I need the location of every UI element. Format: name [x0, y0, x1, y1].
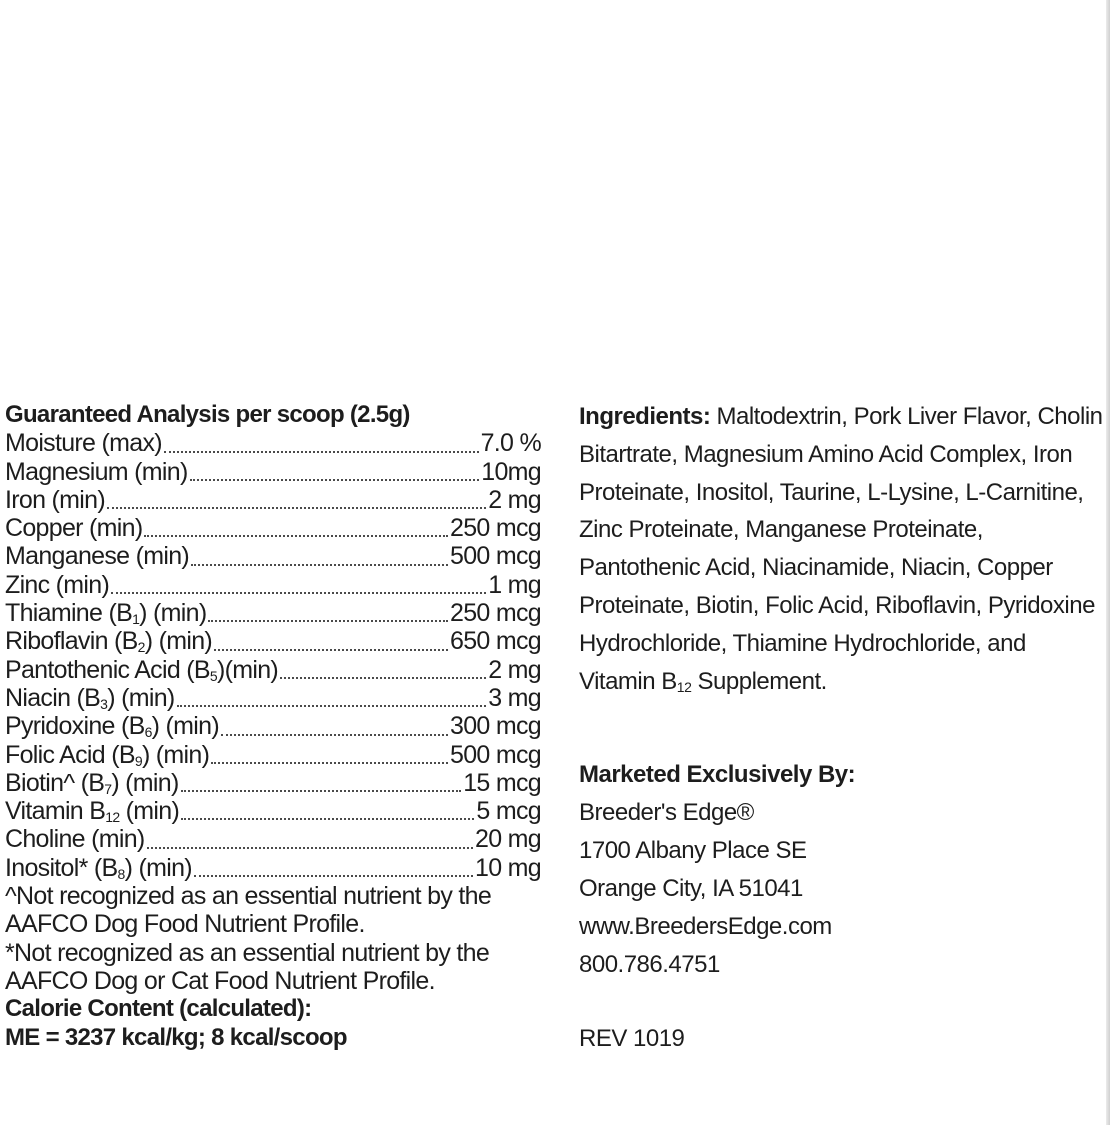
nutrient-value: 250 mcg: [450, 514, 541, 543]
nutrient-row: [5, 571, 541, 599]
nutrient-value: 500 mcg: [450, 740, 541, 769]
nutrient-value: 650 mcg: [450, 627, 541, 656]
dot-leader: [208, 596, 448, 622]
nutrient-name: Iron (min): [5, 485, 105, 514]
footnote-line: *Not recognized as an essential nutrient by the: [5, 938, 490, 967]
ingredients-panel: [579, 398, 1110, 700]
dot-leader: [221, 710, 448, 736]
nutrient-value: 2 mg: [488, 655, 541, 684]
dot-leader: [211, 738, 448, 764]
nutrient-value: 5 mcg: [476, 797, 541, 826]
phone-text: 800.786.4751: [579, 951, 720, 978]
nutrient-name: Manganese (min): [5, 542, 190, 571]
nutrient-name: Moisture (max): [5, 429, 162, 458]
nutrient-value: 3 mg: [488, 683, 541, 712]
dot-leader: [214, 625, 448, 651]
nutrient-value: 1 mg: [488, 570, 541, 599]
nutrient-row: [5, 429, 541, 457]
nutrient-row: [5, 458, 541, 486]
nutrient-value: 20 mg: [475, 825, 541, 854]
guaranteed-analysis-title: Guaranteed Analysis per scoop (2.5g): [5, 401, 410, 428]
nutrient-row: [5, 712, 541, 740]
nutrient-list: [5, 429, 541, 882]
ingredients-label: Ingredients:: [579, 403, 711, 430]
ingredients-text: Supplement.: [691, 667, 827, 695]
dot-leader: [111, 568, 486, 594]
ingredients-text: Maltodextrin, Pork Liver Flavor, Cholin: [710, 403, 1103, 430]
revision-code: REV 1019: [579, 1025, 685, 1052]
nutrient-value: 10mg: [481, 457, 541, 486]
ingredients-line: Proteinate, Inositol, Taurine, L-Lysine, L-Carnitine,: [579, 478, 1084, 506]
nutrient-value: 2 mg: [488, 485, 541, 514]
nutrient-name: Inositol* $(B_8)$ (min): [5, 853, 192, 882]
dot-leader: [194, 851, 473, 877]
nutrient-row: [5, 486, 541, 514]
guaranteed-analysis-panel: [5, 401, 541, 1052]
nutrient-row: [5, 542, 541, 570]
footnote-line: AAFCO Dog or Cat Food Nutrient Profile.: [5, 966, 435, 995]
dot-leader: [147, 823, 473, 849]
nutrient-row: [5, 854, 541, 882]
nutrient-row: [5, 825, 541, 853]
nutrient-name: Vitamin $B_{12}$ (min): [5, 797, 180, 826]
nutrient-value: 7.0 %: [480, 429, 541, 458]
company-name: Breeder's Edge®: [579, 799, 754, 826]
ingredients-line: Zinc Proteinate, Manganese Proteinate,: [579, 516, 983, 544]
nutrient-row: [5, 599, 541, 627]
dot-leader: [181, 794, 474, 820]
nutrient-value: 15 mcg: [463, 768, 541, 797]
ingredients-line: Pantothenic Acid, Niacinamide, Niacin, Copper: [579, 554, 1053, 582]
ingredients-line: Bitartrate, Magnesium Amino Acid Complex, Iron: [579, 440, 1073, 468]
dot-leader: [280, 653, 486, 679]
ingredients-text: Vitamin B: [579, 667, 677, 695]
ingredients-line: Proteinate, Biotin, Folic Acid, Riboflavin, Pyridoxine: [579, 591, 1095, 619]
nutrient-value: 300 mcg: [450, 712, 541, 741]
address-line-1: 1700 Albany Place SE: [579, 837, 807, 864]
marketed-by-header: Marketed Exclusively By:: [579, 761, 856, 788]
dot-leader: [191, 540, 448, 566]
website-text: www.BreedersEdge.com: [579, 913, 832, 940]
calorie-content-value: ME = 3237 kcal/kg; 8 kcal/scoop: [5, 1023, 347, 1051]
footnote-line: ^Not recognized as an essential nutrient by the: [5, 882, 492, 911]
nutrient-name: Folic Acid $(B_9)$ (min): [5, 740, 210, 769]
nutrient-row: [5, 741, 541, 769]
nutrient-name: Choline (min): [5, 825, 145, 854]
nutrient-value: 250 mcg: [450, 599, 541, 628]
nutrient-name: Pyridoxine $(B_6)$ (min): [5, 712, 219, 741]
ingredients-line: [579, 663, 1110, 701]
nutrient-row: [5, 684, 541, 712]
nutrient-row: [5, 627, 541, 655]
nutrient-name: Pantothenic Acid $(B_5)(\min)$: [5, 655, 279, 684]
marketed-by-panel: [579, 756, 1099, 984]
address-line-2: Orange City, IA 51041: [579, 875, 803, 902]
nutrient-row: [5, 656, 541, 684]
footnote-line: AAFCO Dog Food Nutrient Profile.: [5, 910, 365, 939]
ingredients-line: [579, 398, 1110, 436]
nutrient-value: 10 mg: [475, 853, 541, 882]
dot-leader: [107, 483, 486, 509]
nutrient-name: Thiamine $(B_1)$ (min): [5, 599, 207, 628]
nutrient-row: [5, 797, 541, 825]
nutrient-name: Niacin $(B_3)$ (min): [5, 683, 175, 712]
nutrient-row: [5, 514, 541, 542]
nutrient-name: Copper (min): [5, 514, 143, 543]
subscript: 12: [676, 678, 692, 695]
dot-leader: [144, 511, 448, 537]
nutrient-value: 500 mcg: [450, 542, 541, 571]
dot-leader: [190, 455, 480, 481]
nutrient-row: [5, 769, 541, 797]
nutrient-name: Zinc (min): [5, 570, 110, 599]
nutrient-name: Magnesium (min): [5, 457, 188, 486]
nutrient-name: Riboflavin $(B_2)$ (min): [5, 627, 213, 656]
ingredients-line: Hydrochloride, Thiamine Hydrochloride, and: [579, 629, 1026, 657]
nutrient-name: Biotin^ $(B_7)$ (min): [5, 768, 179, 797]
calorie-content-title: Calorie Content (calculated):: [5, 995, 312, 1023]
dot-leader: [177, 681, 487, 707]
dot-leader: [181, 766, 462, 792]
dot-leader: [164, 427, 479, 453]
